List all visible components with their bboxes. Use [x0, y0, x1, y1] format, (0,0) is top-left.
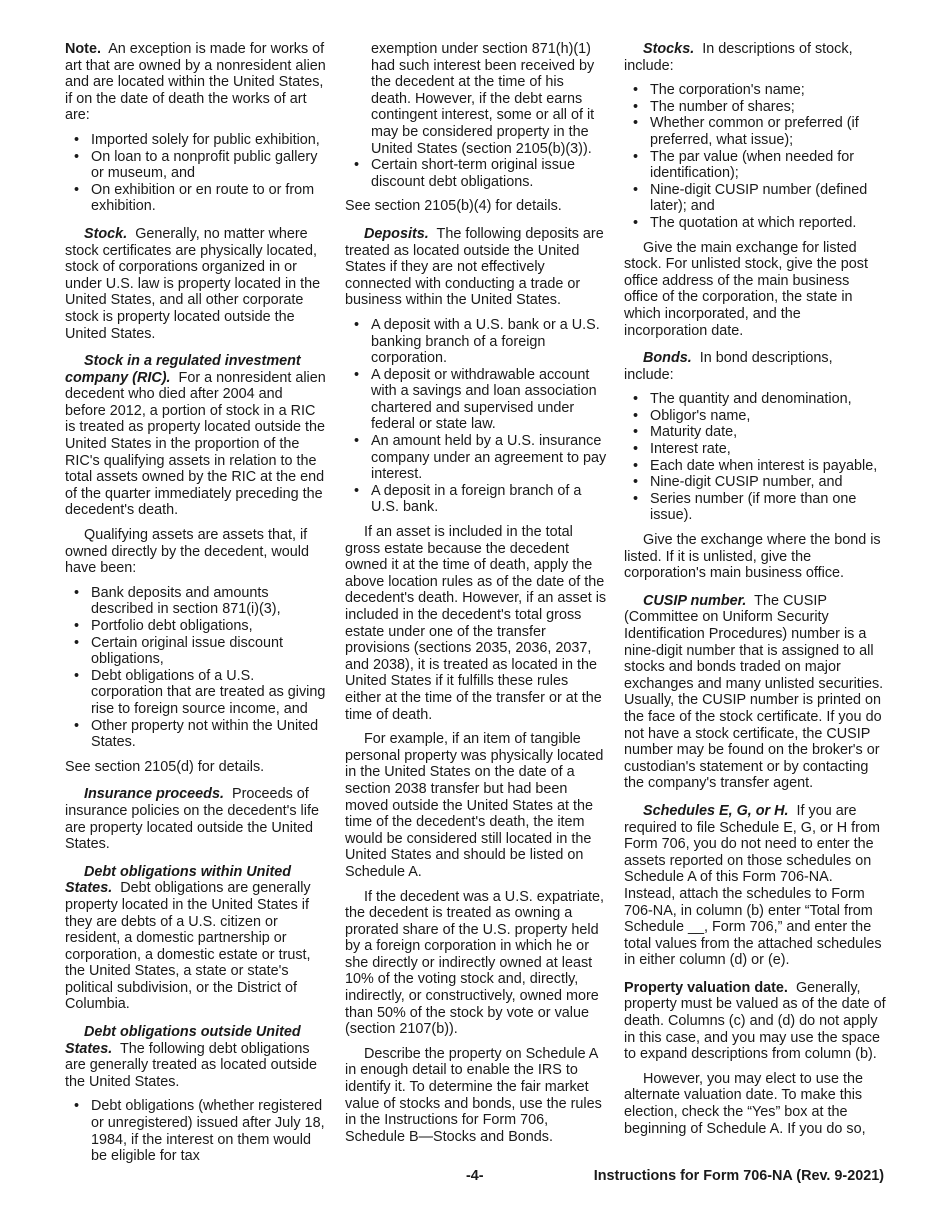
cusip-paragraph	[624, 593, 886, 792]
debt-outside-paragraph	[65, 1024, 327, 1090]
note-text: An exception is made for works of art that are owned by a nonresident alien and are located within the United States, if on the date of death the works of art are:	[65, 41, 326, 124]
valuation-date-text: Generally, property must be valued as of the date of death. Columns (c) and (d) do not apply in this case, and you may use the space to expand descriptions from column (b).	[624, 979, 886, 1063]
list-item: • The par value (when needed for identification);	[624, 149, 886, 182]
stocks-list	[624, 82, 886, 231]
deposits-text: The following deposits are treated as located outside the United States if they are not effectively connected with conducting a trade or business within the United States.	[345, 225, 604, 309]
qualifying-assets-list	[65, 585, 327, 751]
list-item: • Debt obligations of a U.S. corporation that are treated as giving rise to foreign source income, and	[65, 668, 327, 718]
list-item: • Each date when interest is payable,	[624, 458, 886, 475]
qualifying-assets-paragraph: Qualifying assets are assets that, if owned directly by the decedent, would have been:	[65, 527, 309, 577]
list-item: • Certain original issue discount obligations,	[65, 635, 327, 668]
list-item: • On exhibition or en route to or from exhibition.	[65, 182, 327, 215]
list-item: • The number of shares;	[624, 99, 886, 116]
list-item: • Whether common or preferred (if preferred, what issue);	[624, 115, 886, 148]
page-number: -4-	[466, 1168, 484, 1184]
valuation-date-heading: Property valuation date.	[624, 979, 788, 996]
list-item: • The quantity and denomination,	[624, 391, 886, 408]
column-3	[624, 41, 886, 1145]
ric-text: For a nonresident alien decedent who died after 2004 and before 2012, a portion of stock in a RIC is treated as property located outside the United States in the proportion of the RIC's qualifying assets in relation to the total assets owned by the RIC at the end of the quarter immediately preceding the decedent's death.	[65, 369, 326, 519]
list-item: • A deposit in a foreign branch of a U.S. bank.	[345, 483, 607, 516]
list-item-continued: exemption under section 871(h)(1) had such interest been received by the decedent at the time of his death. However, if the debt earns contingent interest, some or all of it may be considered property in the United States (section 2105(b)(3)).	[371, 41, 595, 157]
example-paragraph: For example, if an item of tangible personal property was physically located in the United States on the date of a section 2038 transfer but had been moved outside the United States at the time of the decedent's death, the item would be considered still located in the United States and should be listed on Schedule A.	[345, 731, 604, 880]
insurance-paragraph	[65, 786, 327, 852]
stocks-heading: Stocks.	[643, 41, 695, 57]
list-item: • Interest rate,	[624, 441, 886, 458]
asset-included-paragraph: If an asset is included in the total gross estate because the decedent owned it at the time of death, apply the above location rules as of the date of the decedent's death. However, if an asset is included in the decedent's total gross estate under one of the transfer provisions (sections 2035, 2036, 2037, and 2038), it is treated as located in the United States if it fulfills these rules either at the time of the transfer or at the time of death.	[345, 524, 607, 723]
list-item: • Certain short-term original issue discount debt obligations.	[345, 157, 607, 190]
see-section-2105d: See section 2105(d) for details.	[65, 758, 265, 775]
cusip-heading: CUSIP number.	[643, 592, 747, 609]
deposits-paragraph	[345, 226, 607, 309]
describe-property-paragraph: Describe the property on Schedule A in enough detail to enable the IRS to identify it. To determine the fair market value of stocks and bonds, use the rules in the Instructions for Form 706, Schedule B—Stocks and Bonds.	[345, 1045, 602, 1145]
ric-paragraph	[65, 353, 327, 519]
debt-outside-text: The following debt obligations are generally treated as located outside the United States.	[65, 1040, 317, 1090]
bonds-heading: Bonds.	[643, 350, 692, 367]
debt-within-text: Debt obligations are generally property located in the United States if they are debts of a U.S. citizen or resident, a domestic partnership or corporation, a domestic estate or trust, the United States, a state or state's political subdivision, or the District of Columbia.	[65, 880, 311, 1013]
debt-within-heading: Debt obligations within United States.	[65, 863, 292, 897]
bonds-list	[624, 391, 886, 524]
expatriate-paragraph: If the decedent was a U.S. expatriate, the decedent is treated as owning a prorated share of the U.S. property held by a foreign corporation in which he or she directly or indirectly owned at least 10% of the voting stock and, directly, indirectly, or constructively, owned more than 50% of the stock by vote or value (section 2107(b)).	[345, 888, 604, 1038]
schedules-heading: Schedules E, G, or H.	[643, 802, 789, 819]
list-item: • On loan to a nonprofit public gallery or museum, and	[65, 149, 327, 182]
list-item: • A deposit or withdrawable account with a savings and loan association chartered and supervised under federal or state law.	[345, 367, 607, 433]
ric-heading: Stock in a regulated investment company (RIC).	[65, 353, 301, 386]
debt-within-paragraph	[65, 864, 327, 1013]
insurance-heading: Insurance proceeds.	[84, 786, 224, 803]
list-item: • An amount held by a U.S. insurance company under an agreement to pay interest.	[345, 433, 607, 483]
list-item: • The quotation at which reported.	[624, 215, 886, 232]
stocks-exchange-paragraph: Give the main exchange for listed stock. For unlisted stock, give the post office address of the main business office of the corporation, the state in which incorporated, and the incorporation date.	[624, 239, 868, 339]
stock-text: Generally, no matter where stock certificates are physically located, stock of corporations organized in or under U.S. law is property located in the United States, and all other corporate stock is property located outside the United States.	[65, 225, 321, 342]
list-item: • A deposit with a U.S. bank or a U.S. banking branch of a foreign corporation.	[345, 317, 607, 367]
form-reference: Instructions for Form 706-NA (Rev. 9-2021)	[593, 1168, 884, 1184]
bonds-text: In bond descriptions, include:	[624, 350, 833, 383]
list-item: • Series number (if more than one issue).	[624, 491, 886, 524]
valuation-date-paragraph	[624, 980, 886, 1063]
debt-outside-list-continued	[345, 41, 607, 190]
list-item: • Bank deposits and amounts described in section 871(i)(3),	[65, 585, 327, 618]
list-item: • The corporation's name;	[624, 82, 886, 99]
see-section-2105b4: See section 2105(b)(4) for details.	[345, 198, 562, 215]
bonds-exchange-paragraph: Give the exchange where the bond is listed. If it is unlisted, give the corporation's main business office.	[624, 532, 881, 582]
note-bullet-list	[65, 132, 327, 215]
debt-outside-heading: Debt obligations outside United States.	[65, 1024, 301, 1057]
bonds-paragraph	[624, 350, 886, 383]
alternate-valuation-paragraph: However, you may elect to use the alternate valuation date. To make this election, check the “Yes” box at the beginning of Schedule A. If you do so,	[624, 1070, 866, 1137]
note-heading: Note.	[65, 41, 101, 57]
deposits-list	[345, 317, 607, 516]
column-1	[65, 41, 327, 1173]
stocks-paragraph	[624, 41, 886, 74]
schedules-paragraph	[624, 803, 886, 969]
insurance-text: Proceeds of insurance policies on the decedent's life are property located outside the United States.	[65, 786, 319, 853]
stocks-text: In descriptions of stock, include:	[624, 41, 853, 74]
stock-paragraph	[65, 226, 327, 342]
list-item: • Nine-digit CUSIP number (defined later); and	[624, 182, 886, 215]
stock-heading: Stock.	[84, 225, 128, 242]
list-item: • Obligor's name,	[624, 408, 886, 425]
list-item: • Imported solely for public exhibition,	[65, 132, 327, 149]
list-item: • Maturity date,	[624, 424, 886, 441]
list-item: • Portfolio debt obligations,	[65, 618, 327, 635]
cusip-text: The CUSIP (Committee on Uniform Security Identification Procedures) number is a nine-digit number that is assigned to all stocks and bonds traded on major exchanges and many unlisted securities. Usually, the CUSIP number is printed on the face of the stock certificate. If you do not have a stock certificate, the CUSIP number may be found on the broker's or custodian's statement or by contacting the company's transfer agent.	[624, 592, 884, 792]
list-item: • Other property not within the United States.	[65, 718, 327, 751]
schedules-text: If you are required to file Schedule E, G, or H from Form 706, you do not need to enter the assets reported on those schedules on Schedule A of this Form 706-NA. Instead, attach the schedules to Form 706-NA, in column (b) enter “Total from Schedule __, Form 706,” and enter the total values from the attached schedules in either column (d) or (e).	[624, 802, 882, 969]
deposits-heading: Deposits.	[364, 225, 429, 242]
note-paragraph	[65, 41, 327, 124]
list-item: • Nine-digit CUSIP number, and	[624, 474, 886, 491]
list-item: • Debt obligations (whether registered or unregistered) issued after July 18, 1984, if the interest on them would be eligible for tax	[65, 1098, 327, 1164]
column-2	[345, 41, 607, 1153]
debt-outside-list	[65, 1098, 327, 1164]
page-footer	[0, 1168, 950, 1188]
